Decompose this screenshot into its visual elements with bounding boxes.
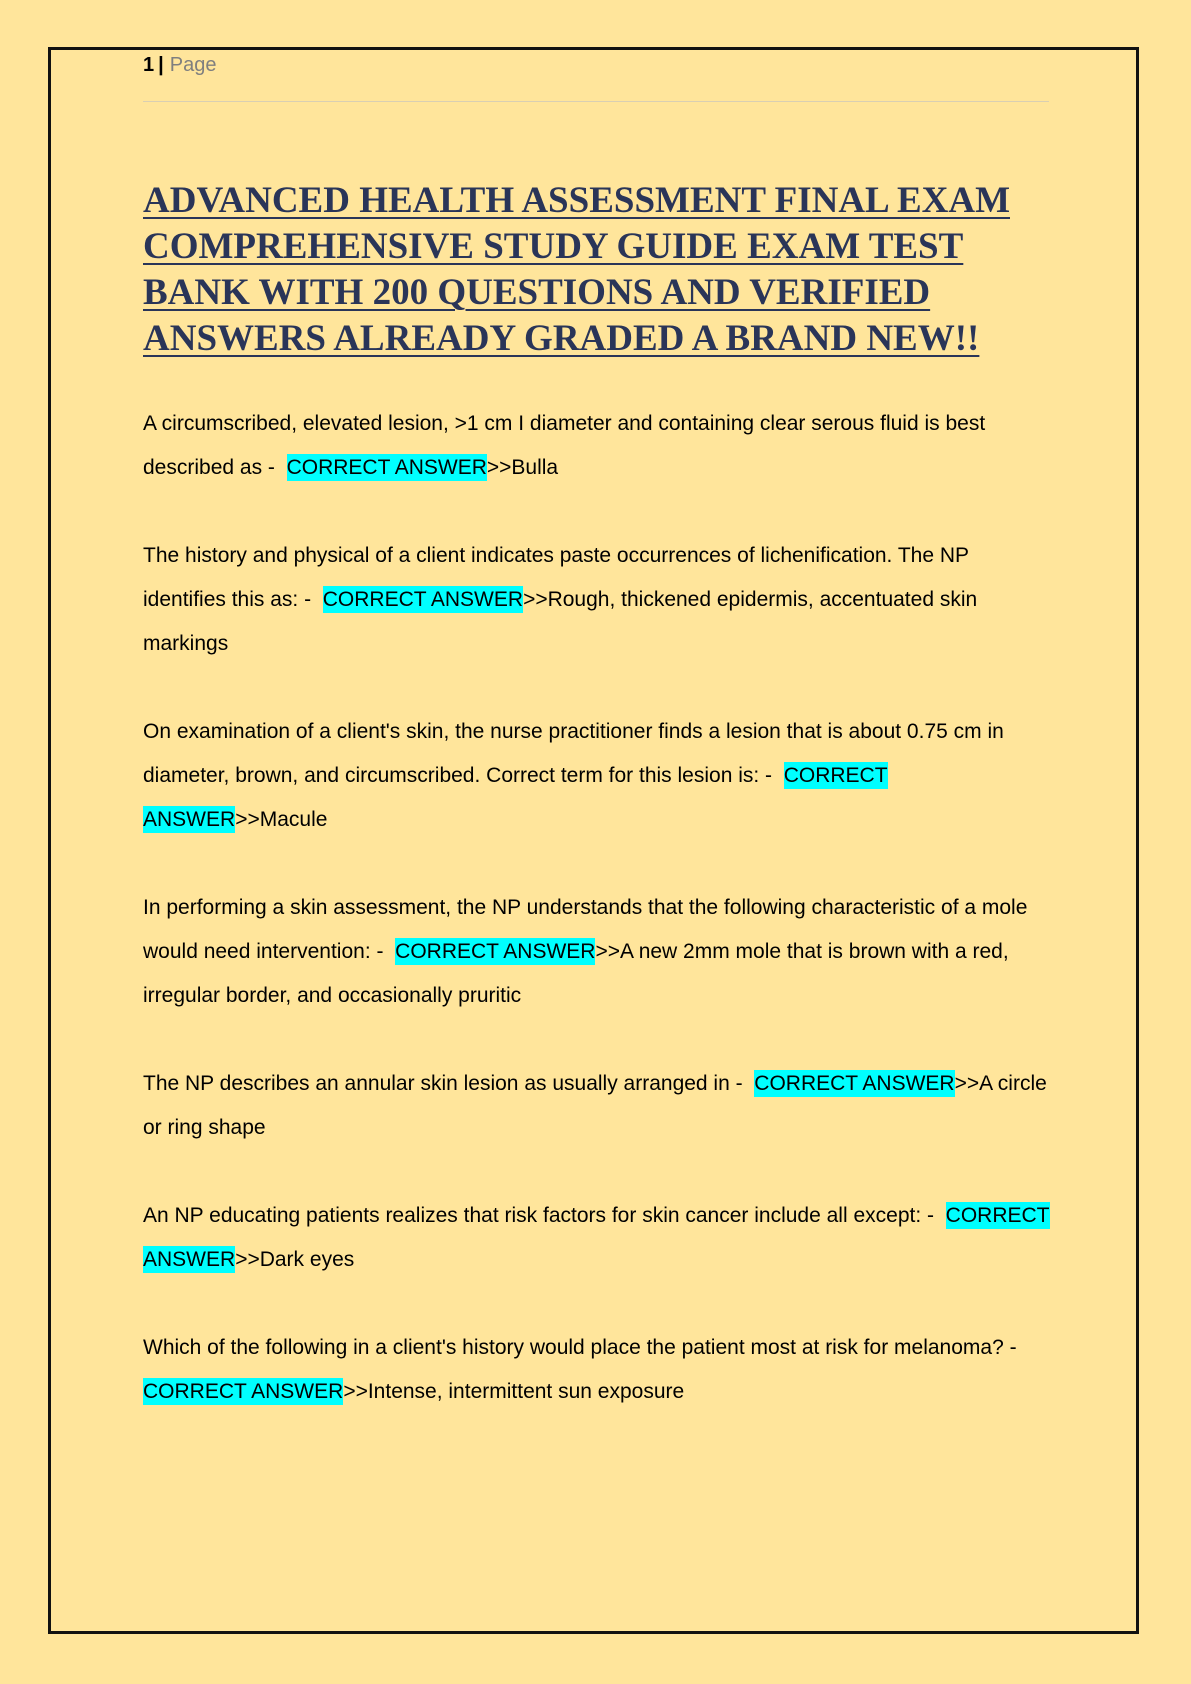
correct-answer-label: CORRECT ANSWER <box>322 588 524 611</box>
correct-answer-label: CORRECT ANSWER <box>395 940 596 963</box>
answer-text: >>Macule <box>235 808 328 831</box>
answer-text: >>Bulla <box>486 456 559 479</box>
question-text: On examination of a client's skin, the nurse practitioner finds a lesion that is about 0.75 cm in diameter, brown, and circumscribed. Correct term for this lesion is: - <box>143 720 1004 787</box>
page-label: Page <box>169 54 217 76</box>
question-text: Which of the following in a client's history would place the patient most at risk for melanoma? - <box>143 1336 1017 1359</box>
question-item <box>143 1326 1055 1414</box>
header-divider <box>143 101 1049 102</box>
question-list <box>143 402 1055 1458</box>
correct-answer-label: CORRECT ANSWER <box>143 1204 1050 1271</box>
answer-text: >>A new 2mm mole that is brown with a red, irregular border, and occasionally pruritic <box>143 940 1009 1007</box>
question-text: The history and physical of a client indicates paste occurrences of lichenification. The NP identifies this as: - <box>143 544 969 611</box>
question-text: In performing a skin assessment, the NP understands that the following characteristic of a mole would need intervention: - <box>143 896 1028 963</box>
question-item <box>143 1062 1055 1150</box>
answer-text: >>Rough, thickened epidermis, accentuated skin markings <box>143 588 978 655</box>
question-item <box>143 534 1055 666</box>
answer-text: >>A circle or ring shape <box>143 1072 1047 1139</box>
question-item <box>143 710 1055 842</box>
question-item <box>143 1194 1055 1282</box>
correct-answer-label: CORRECT ANSWER <box>143 1380 344 1403</box>
question-text: The NP describes an annular skin lesion as usually arranged in - <box>143 1072 743 1095</box>
document-title: ADVANCED HEALTH ASSESSMENT FINAL EXAM COMPREHENSIVE STUDY GUIDE EXAM TEST BANK WITH 200 QUESTIONS AND VERIFIED ANSWERS ALREADY GRADED A BRAND NEW!! <box>143 180 1010 359</box>
question-text: A circumscribed, elevated lesion, >1 cm I diameter and containing clear serous fluid is best described as - <box>143 412 986 479</box>
page-header <box>143 52 216 78</box>
correct-answer-label: CORRECT ANSWER <box>754 1072 955 1095</box>
correct-answer-label: CORRECT ANSWER <box>143 764 888 831</box>
answer-text: >>Intense, intermittent sun exposure <box>343 1380 685 1403</box>
question-item <box>143 886 1055 1018</box>
page-number: 1 <box>143 54 155 76</box>
question-text: An NP educating patients realizes that risk factors for skin cancer include all except: - <box>143 1204 934 1227</box>
answer-text: >>Dark eyes <box>235 1248 355 1271</box>
page-header-separator: | <box>158 54 164 76</box>
correct-answer-label: CORRECT ANSWER <box>286 456 487 479</box>
question-item <box>143 402 1055 490</box>
